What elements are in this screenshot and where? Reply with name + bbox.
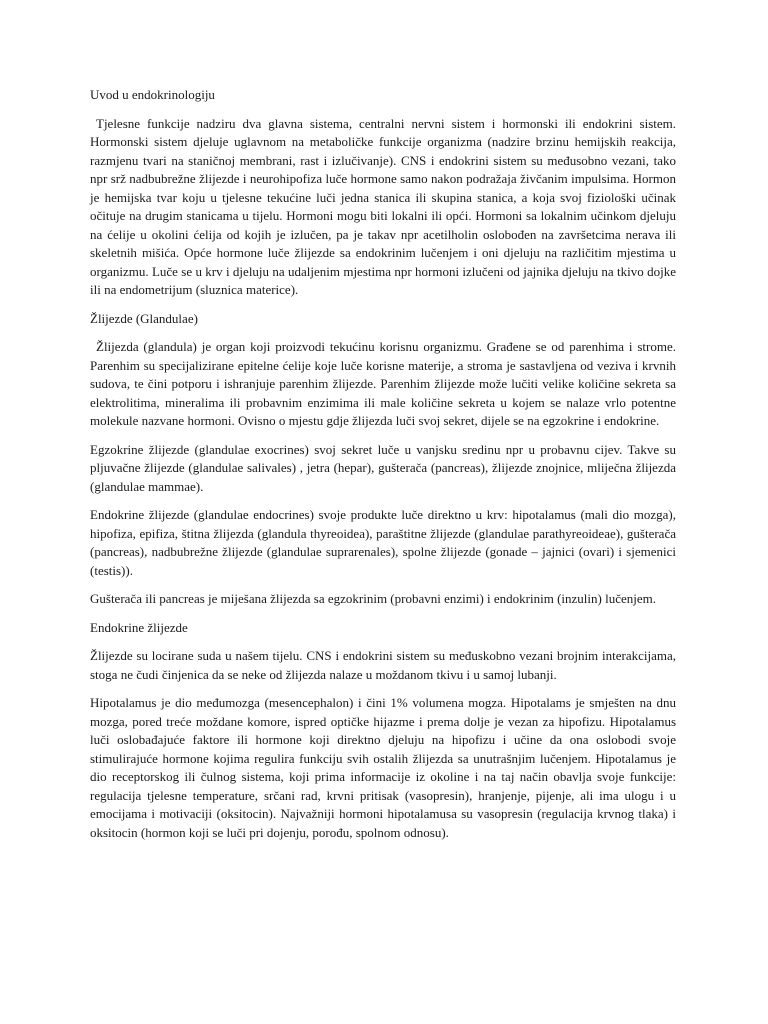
document-page: [90, 86, 676, 852]
location-paragraph: Žlijezde su locirane suda u našem tijelu. CNS i endokrini sistem su međuskobno vezani brojnim interakcijama, stoga ne čudi činjenica da se neke od žlijezda nalaze u moždanom tkivu i u samoj lubanji.: [90, 648, 676, 682]
glands-heading: Žlijezde (Glandulae): [90, 310, 198, 326]
pancreas-paragraph: Gušterača ili pancreas je miješana žlijezda sa egzokrinim (probavni enzimi) i endokrinim (inzulin) lučenjem.: [90, 591, 657, 606]
exocrine-paragraph: Egzokrine žlijezde (glandulae exocrines) svoj sekret luče u vanjsku sredinu npr u probavnu cijev. Takve su pljuvačne žlijezde (glandulae salivales) , jetra (hepar), gušterača (pancreas), žlijezde znojnice, mliječna žlijezda (glandulae mammae).: [90, 441, 676, 494]
document-title: Uvod u endokrinologiju: [90, 87, 215, 102]
glands-paragraph: Žlijezda (glandula) je organ koji proizvodi tekućinu korisnu organizmu. Građene se od parenhima i strome. Parenhim su specijalizirane epitelne ćelije koje luče korisne materije, a stroma je sastavljena od veziva i krvnih sudova, te čini potporu i ishranjuje parenhim žlijezde. Parenhim žlijezde može lučiti velike količine sekreta sa elektrolitima, mineralima ili probavnim enzimima ili male količine sekreta u kojem se nalaze vrlo potentne molekule nazvane hormoni. Ovisno o mjestu gdje žlijezda luči svoj sekret, dijele se na egzokrine i endokrine.: [90, 339, 676, 428]
endocrine-paragraph: Endokrine žlijezde (glandulae endocrines) svoje produkte luče direktno u krv: hipotalamus (mali dio mozga), hipofiza, epifiza, štitna žlijezda (glandula thyreoidea), paraštitne žlijezde (glandulae parathyreoideae), gušterača (pancreas), nadbubrežne žlijezde (glandulae suprarenales), spolne žlijezde (gonade – jajnici (ovari) i sjemenici (testis)).: [90, 507, 676, 578]
hypothalamus-paragraph: Hipotalamus je dio međumozga (mesencephalon) i čini 1% volumena mogza. Hipotalams je smješten na dnu mozga, pored treće moždane komore, ispred optičke hijazme i prema dolje je vezan za hipofizu. Hipotalamus luči oslobađajuće faktore ili hormone koji direktno djeluju na hipofizu i učine da ona oslobodi svoje stimulirajuće hormone kojima regulira funkciju svih ostalih žlijezda sa unutrašnjim lučenjem. Hipotalamus je dio receptorskog ili čulnog sistema, koji prima informacije iz okoline i na taj način obavlja svoje funkcije: regulacija tjelesne temperature, srčani rad, krvni pritisak (vasopresin), hranjenje, pijenje, ali ima ulogu i u emocijama i motivaciji (oksitocin). Najvažniji hormoni hipotalamusa su vasopresin (regulacija krvnog tlaka) i oksitocin (hormon koji se luči pri dojenju, porođu, spolnom odnosu).: [90, 695, 676, 840]
endocrine-heading: Endokrine žlijezde: [90, 619, 188, 635]
intro-paragraph: Tjelesne funkcije nadziru dva glavna sistema, centralni nervni sistem i hormonski ili endokrini sistem. Hormonski sistem djeluje uglavnom na metaboličke funkcije organizma (nadzire brzinu hemijskih reakcija, razmjenu tvari na staničnoj membrani, rast i izlučivanje). CNS i endokrini sistem su međusobno vezani, tako npr srž nadbubrežne žlijezde i neurohipofiza luče hormone samo nakon podražaja živčanim impulsima. Hormon je hemijska tvar koju u tjelesne tekućine luči jedna stanica ili skupina stanica, a koja svoj fiziološki učinak očituje na drugim stanicama u tijelu. Hormoni mogu biti lokalni ili opći. Hormoni sa lokalnim učinkom djeluju na ćelije u okolini ćelija od kojih je izlučen, pa je takav npr acetilholin oslobođen na završetcima nerava ili skeletnih mišića. Opće hormone luče žlijezde sa endokrinim lučenjem i oni djeluju na različitim mjestima u organizmu. Luče se u krv i djeluju na udaljenim mjestima npr hormoni izlučeni od jajnika djeluju na tkivo dojke ili na endometrijum (sluznica materice).: [90, 115, 676, 297]
